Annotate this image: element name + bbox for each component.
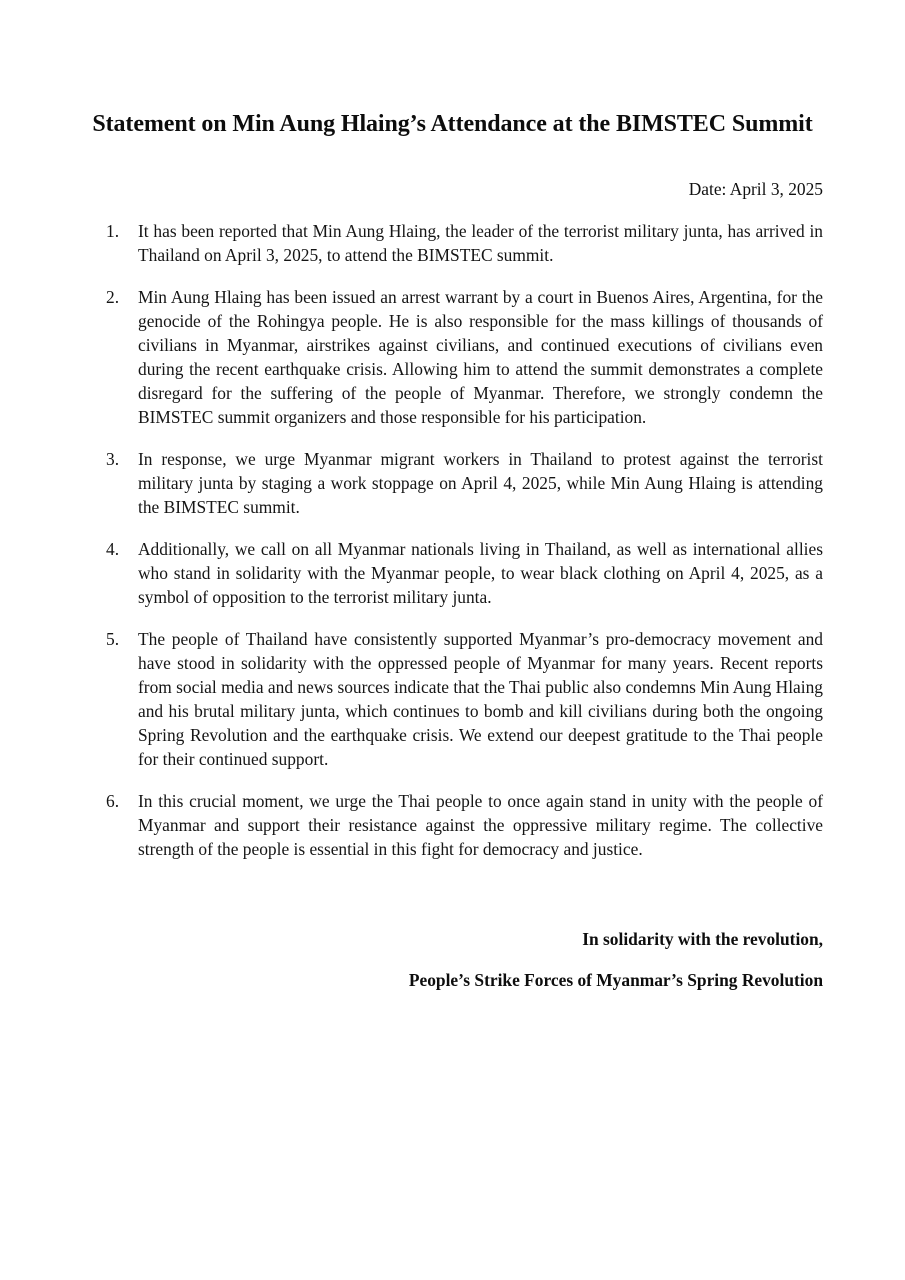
statement-point — [106, 219, 823, 267]
point-number: 2. — [106, 287, 120, 307]
point-number: 6. — [106, 791, 120, 811]
point-text: In response, we urge Myanmar migrant workers in Thailand to protest against the terrorist military junta by staging a work stoppage on April 4, 2025, while Min Aung Hlaing is attending the BIMSTEC summit. — [138, 449, 823, 517]
point-text: In this crucial moment, we urge the Thai people to once again stand in unity with the people of Myanmar and support their resistance against the oppressive military regime. The collective strength of the people is essential in this fight for democracy and justice. — [138, 791, 823, 859]
statement-points-list — [106, 219, 823, 879]
statement-point — [106, 285, 823, 429]
closing-line: In solidarity with the revolution, — [582, 929, 823, 949]
point-number: 3. — [106, 449, 120, 469]
point-number: 1. — [106, 221, 120, 241]
point-text: Additionally, we call on all Myanmar nationals living in Thailand, as well as international allies who stand in solidarity with the Myanmar people, to wear black clothing on April 4, 2025, as a symbol of opposition to the terrorist military junta. — [138, 539, 823, 607]
statement-point — [106, 627, 823, 771]
statement-point — [106, 789, 823, 861]
statement-date: Date: April 3, 2025 — [688, 179, 823, 199]
point-text: The people of Thailand have consistently supported Myanmar’s pro-democracy movement and have stood in solidarity with the oppressed people of Myanmar for many years. Recent reports from social media and news sources indicate that the Thai public also condemns Min Aung Hlaing and his brutal military junta, which continues to bomb and kill civilians during both the ongoing Spring Revolution and the earthquake crisis. We extend our deepest gratitude to the Thai people for their continued support. — [138, 629, 824, 769]
statement-point — [106, 447, 823, 519]
point-text: It has been reported that Min Aung Hlaing, the leader of the terrorist military junta, has arrived in Thailand on April 3, 2025, to attend the BIMSTEC summit. — [138, 221, 823, 265]
point-number: 5. — [106, 629, 120, 649]
signature-organization: People’s Strike Forces of Myanmar’s Spring Revolution — [408, 970, 823, 990]
document-title: Statement on Min Aung Hlaing’s Attendance at the BIMSTEC Summit — [92, 111, 813, 137]
statement-point — [106, 537, 823, 609]
point-text: Min Aung Hlaing has been issued an arrest warrant by a court in Buenos Aires, Argentina, for the genocide of the Rohingya people. He is also responsible for the mass killings of thousands of civilians in Myanmar, airstrikes against civilians, and continued executions of civilians even during the recent earthquake crisis. Allowing him to attend the summit demonstrates a complete disregard for the suffering of the people of Myanmar. Therefore, we strongly condemn the BIMSTEC summit organizers and those responsible for his participation. — [138, 287, 823, 427]
point-number: 4. — [106, 539, 120, 559]
